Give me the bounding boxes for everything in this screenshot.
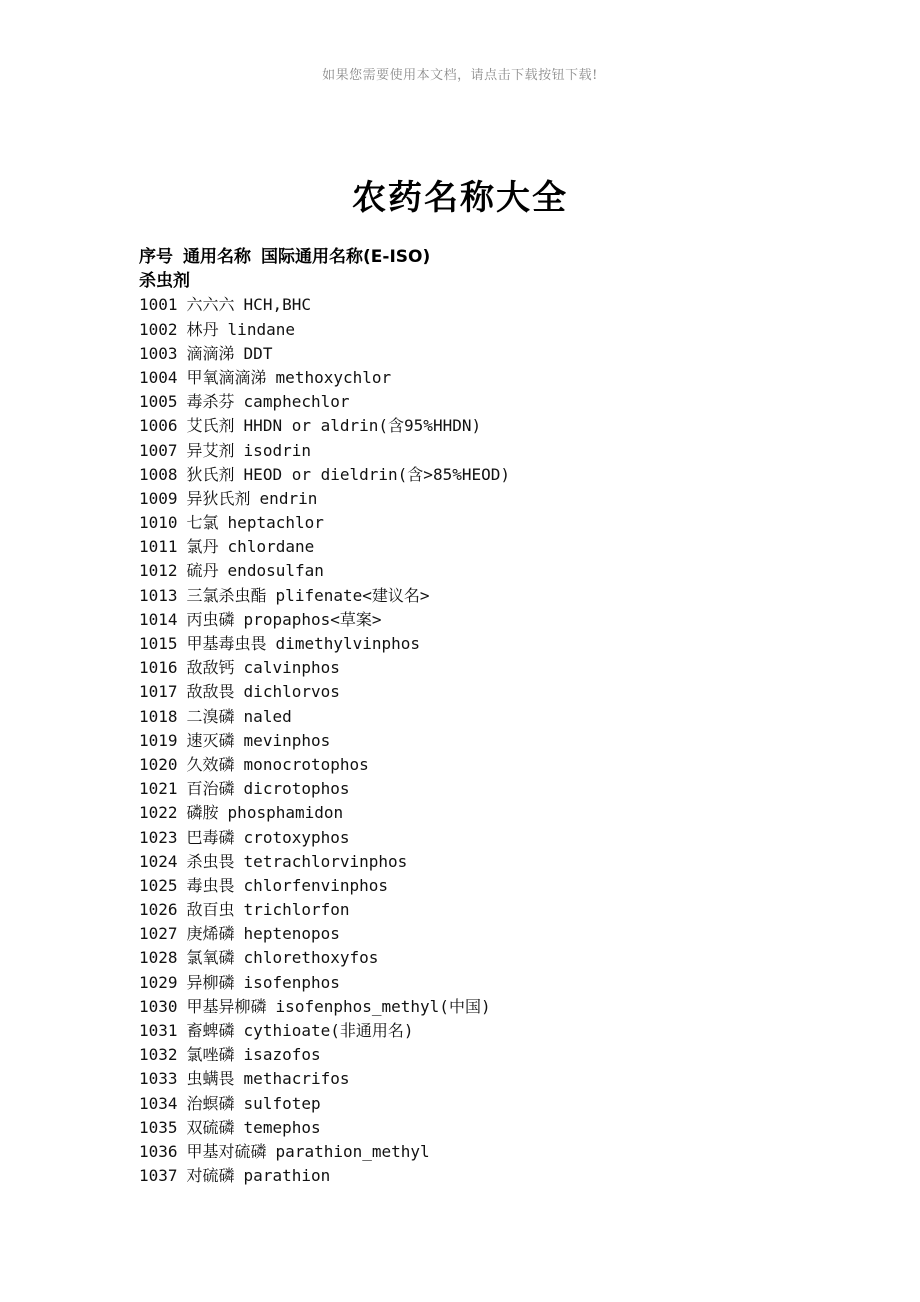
entry-iso-name: isofenphos [243,972,340,992]
entry-chinese-name: 甲基对硫磷 [186,1141,267,1161]
entry-iso-name: HEOD or dieldrin(含>85%HEOD) [243,464,511,484]
list-item [139,1067,859,1091]
list-item [139,318,859,342]
entry-chinese-name: 氯丹 [186,537,219,557]
entry-iso-name: isodrin [243,440,311,460]
entry-chinese-name: 七氯 [186,513,219,533]
list-item [139,1092,859,1116]
list-item [139,632,859,656]
entry-chinese-name: 虫螨畏 [186,1069,235,1089]
list-item [139,777,859,801]
entry-chinese-name: 敌百虫 [186,900,235,920]
list-item [139,559,859,583]
entry-number: 1003 [139,343,178,363]
entry-chinese-name: 异狄氏剂 [186,488,251,508]
entry-chinese-name: 畜蜱磷 [186,1021,235,1040]
entry-number: 1006 [139,416,178,436]
entry-number: 1035 [139,1117,178,1137]
entry-number: 1031 [139,1021,178,1040]
entry-number: 1030 [139,996,178,1016]
entry-chinese-name: 甲基毒虫畏 [186,634,267,653]
entry-iso-name: phosphamidon [227,803,344,823]
entry-chinese-name: 对硫磷 [186,1166,235,1186]
entry-iso-name: DDT [243,343,273,363]
entry-chinese-name: 甲基异柳磷 [186,996,267,1016]
entry-chinese-name: 氯唑磷 [186,1045,235,1065]
entry-chinese-name: 林丹 [186,319,219,339]
entry-iso-name: camphechlor [243,392,350,412]
list-item [139,680,859,704]
list-item [139,293,859,317]
list-item [139,463,859,487]
entry-number: 1036 [139,1141,178,1161]
entry-iso-name: methacrifos [243,1069,350,1089]
list-item [139,511,859,535]
entry-chinese-name: 丙虫磷 [186,609,235,629]
list-item [139,874,859,898]
entry-number: 1037 [139,1166,178,1186]
entry-chinese-name: 百治磷 [186,779,235,799]
entry-iso-name: sulfotep [243,1093,321,1113]
list-item [139,584,859,608]
entry-chinese-name: 敌敌畏 [186,682,235,702]
page-title: 农药名称大全 [352,178,568,218]
list-item [139,439,859,463]
entry-number: 1020 [139,754,178,774]
entry-number: 1005 [139,392,178,412]
list-item [139,753,859,777]
entry-number: 1018 [139,706,178,726]
list-item [139,922,859,946]
list-item [139,729,859,753]
list-item [139,898,859,922]
entry-number: 1001 [139,295,178,315]
entry-chinese-name: 治螟磷 [186,1093,235,1113]
entry-number: 1004 [139,367,178,387]
entry-chinese-name: 狄氏剂 [186,464,235,484]
entry-iso-name: endrin [259,488,318,508]
entry-chinese-name: 毒杀芬 [186,392,235,412]
list-item [139,342,859,366]
entry-iso-name: mevinphos [243,730,331,750]
entry-iso-name: monocrotophos [243,754,369,774]
entry-iso-name: calvinphos [243,658,340,678]
entry-number: 1013 [139,585,178,605]
entry-chinese-name: 庚烯磷 [186,924,235,944]
entry-chinese-name: 异柳磷 [186,972,235,992]
list-item [139,608,859,632]
entry-number: 1012 [139,561,178,581]
entry-chinese-name: 久效磷 [186,754,235,774]
document-body [139,245,859,1188]
entry-number: 1026 [139,900,178,920]
entry-iso-name: temephos [243,1117,321,1137]
entry-number: 1017 [139,682,178,702]
entry-number: 1015 [139,634,178,653]
entry-iso-name: chlorethoxyfos [243,948,379,968]
entry-number: 1014 [139,609,178,629]
entry-iso-name: methoxychlor [275,367,392,387]
entry-iso-name: parathion_methyl [275,1141,430,1161]
entry-iso-name: propaphos<草案> [243,609,382,629]
list-item [139,705,859,729]
entry-number: 1021 [139,779,178,799]
entry-iso-name: tetrachlorvinphos [243,851,408,871]
entry-iso-name: HHDN or aldrin(含95%HHDN) [243,416,482,436]
entry-chinese-name: 巴毒磷 [186,827,235,847]
entry-chinese-name: 硫丹 [186,561,219,581]
entry-iso-name: isofenphos_methyl(中国) [275,996,491,1016]
list-item [139,1140,859,1164]
entry-iso-name: dichlorvos [243,682,340,702]
list-item [139,414,859,438]
entry-number: 1029 [139,972,178,992]
entry-chinese-name: 二溴磷 [186,706,235,726]
entry-iso-name: plifenate<建议名> [275,585,430,605]
entry-chinese-name: 滴滴涕 [186,343,235,363]
entry-chinese-name: 速灭磷 [186,730,235,750]
list-item [139,487,859,511]
entry-iso-name: cythioate(非通用名) [243,1021,414,1040]
list-item [139,1116,859,1140]
entry-number: 1027 [139,924,178,944]
entry-chinese-name: 敌敌钙 [186,658,235,678]
list-item [139,366,859,390]
entry-iso-name: crotoxyphos [243,827,350,847]
entry-chinese-name: 杀虫畏 [186,851,235,871]
entry-chinese-name: 异艾剂 [186,440,235,460]
list-item [139,995,859,1019]
entry-iso-name: parathion [243,1166,331,1186]
list-item [139,1043,859,1067]
entry-number: 1034 [139,1093,178,1113]
entry-iso-name: lindane [227,319,295,339]
entry-number: 1022 [139,803,178,823]
list-item [139,946,859,970]
list-item [139,656,859,680]
entry-number: 1008 [139,464,178,484]
entry-number: 1016 [139,658,178,678]
entry-chinese-name: 艾氏剂 [186,416,235,436]
entry-chinese-name: 甲氧滴滴涕 [186,367,267,387]
entry-number: 1024 [139,851,178,871]
entry-number: 1032 [139,1045,178,1065]
entry-chinese-name: 三氯杀虫酯 [186,585,267,605]
entry-number: 1019 [139,730,178,750]
list-item [139,390,859,414]
entry-number: 1002 [139,319,178,339]
list-item [139,1019,859,1043]
entry-number: 1011 [139,537,178,557]
entry-iso-name: dicrotophos [243,779,350,799]
list-item [139,1164,859,1188]
entry-number: 1033 [139,1069,178,1089]
list-item [139,535,859,559]
entry-iso-name: heptenopos [243,924,340,944]
entry-chinese-name: 磷胺 [186,803,219,823]
entry-chinese-name: 氯氧磷 [186,948,235,968]
entry-iso-name: HCH,BHC [243,295,311,315]
entry-number: 1023 [139,827,178,847]
entry-iso-name: naled [243,706,292,726]
list-item [139,801,859,825]
download-watermark: 如果您需要使用本文档，请点击下载按钮下载! [322,68,598,83]
list-item [139,971,859,995]
header-common-name: 通用名称 [183,247,251,267]
entry-iso-name: dimethylvinphos [275,634,421,653]
entry-iso-name: chlordane [227,537,315,557]
entry-chinese-name: 毒虫畏 [186,875,235,895]
entry-number: 1025 [139,875,178,895]
entry-iso-name: isazofos [243,1045,321,1065]
column-header-row [139,245,859,269]
entry-chinese-name: 六六六 [186,295,235,315]
entry-number: 1009 [139,488,178,508]
entry-chinese-name: 双硫磷 [186,1117,235,1137]
header-iso-name: 国际通用名称(E-ISO) [261,247,431,267]
entry-iso-name: trichlorfon [243,900,350,920]
entry-iso-name: endosulfan [227,561,324,581]
entry-iso-name: heptachlor [227,513,324,533]
pesticide-list [139,293,859,1188]
list-item [139,850,859,874]
list-item [139,826,859,850]
header-serial-number: 序号 [139,247,173,267]
entry-number: 1028 [139,948,178,968]
section-heading-insecticides: 杀虫剂 [139,271,190,292]
entry-number: 1007 [139,440,178,460]
entry-number: 1010 [139,513,178,533]
entry-iso-name: chlorfenvinphos [243,875,389,895]
